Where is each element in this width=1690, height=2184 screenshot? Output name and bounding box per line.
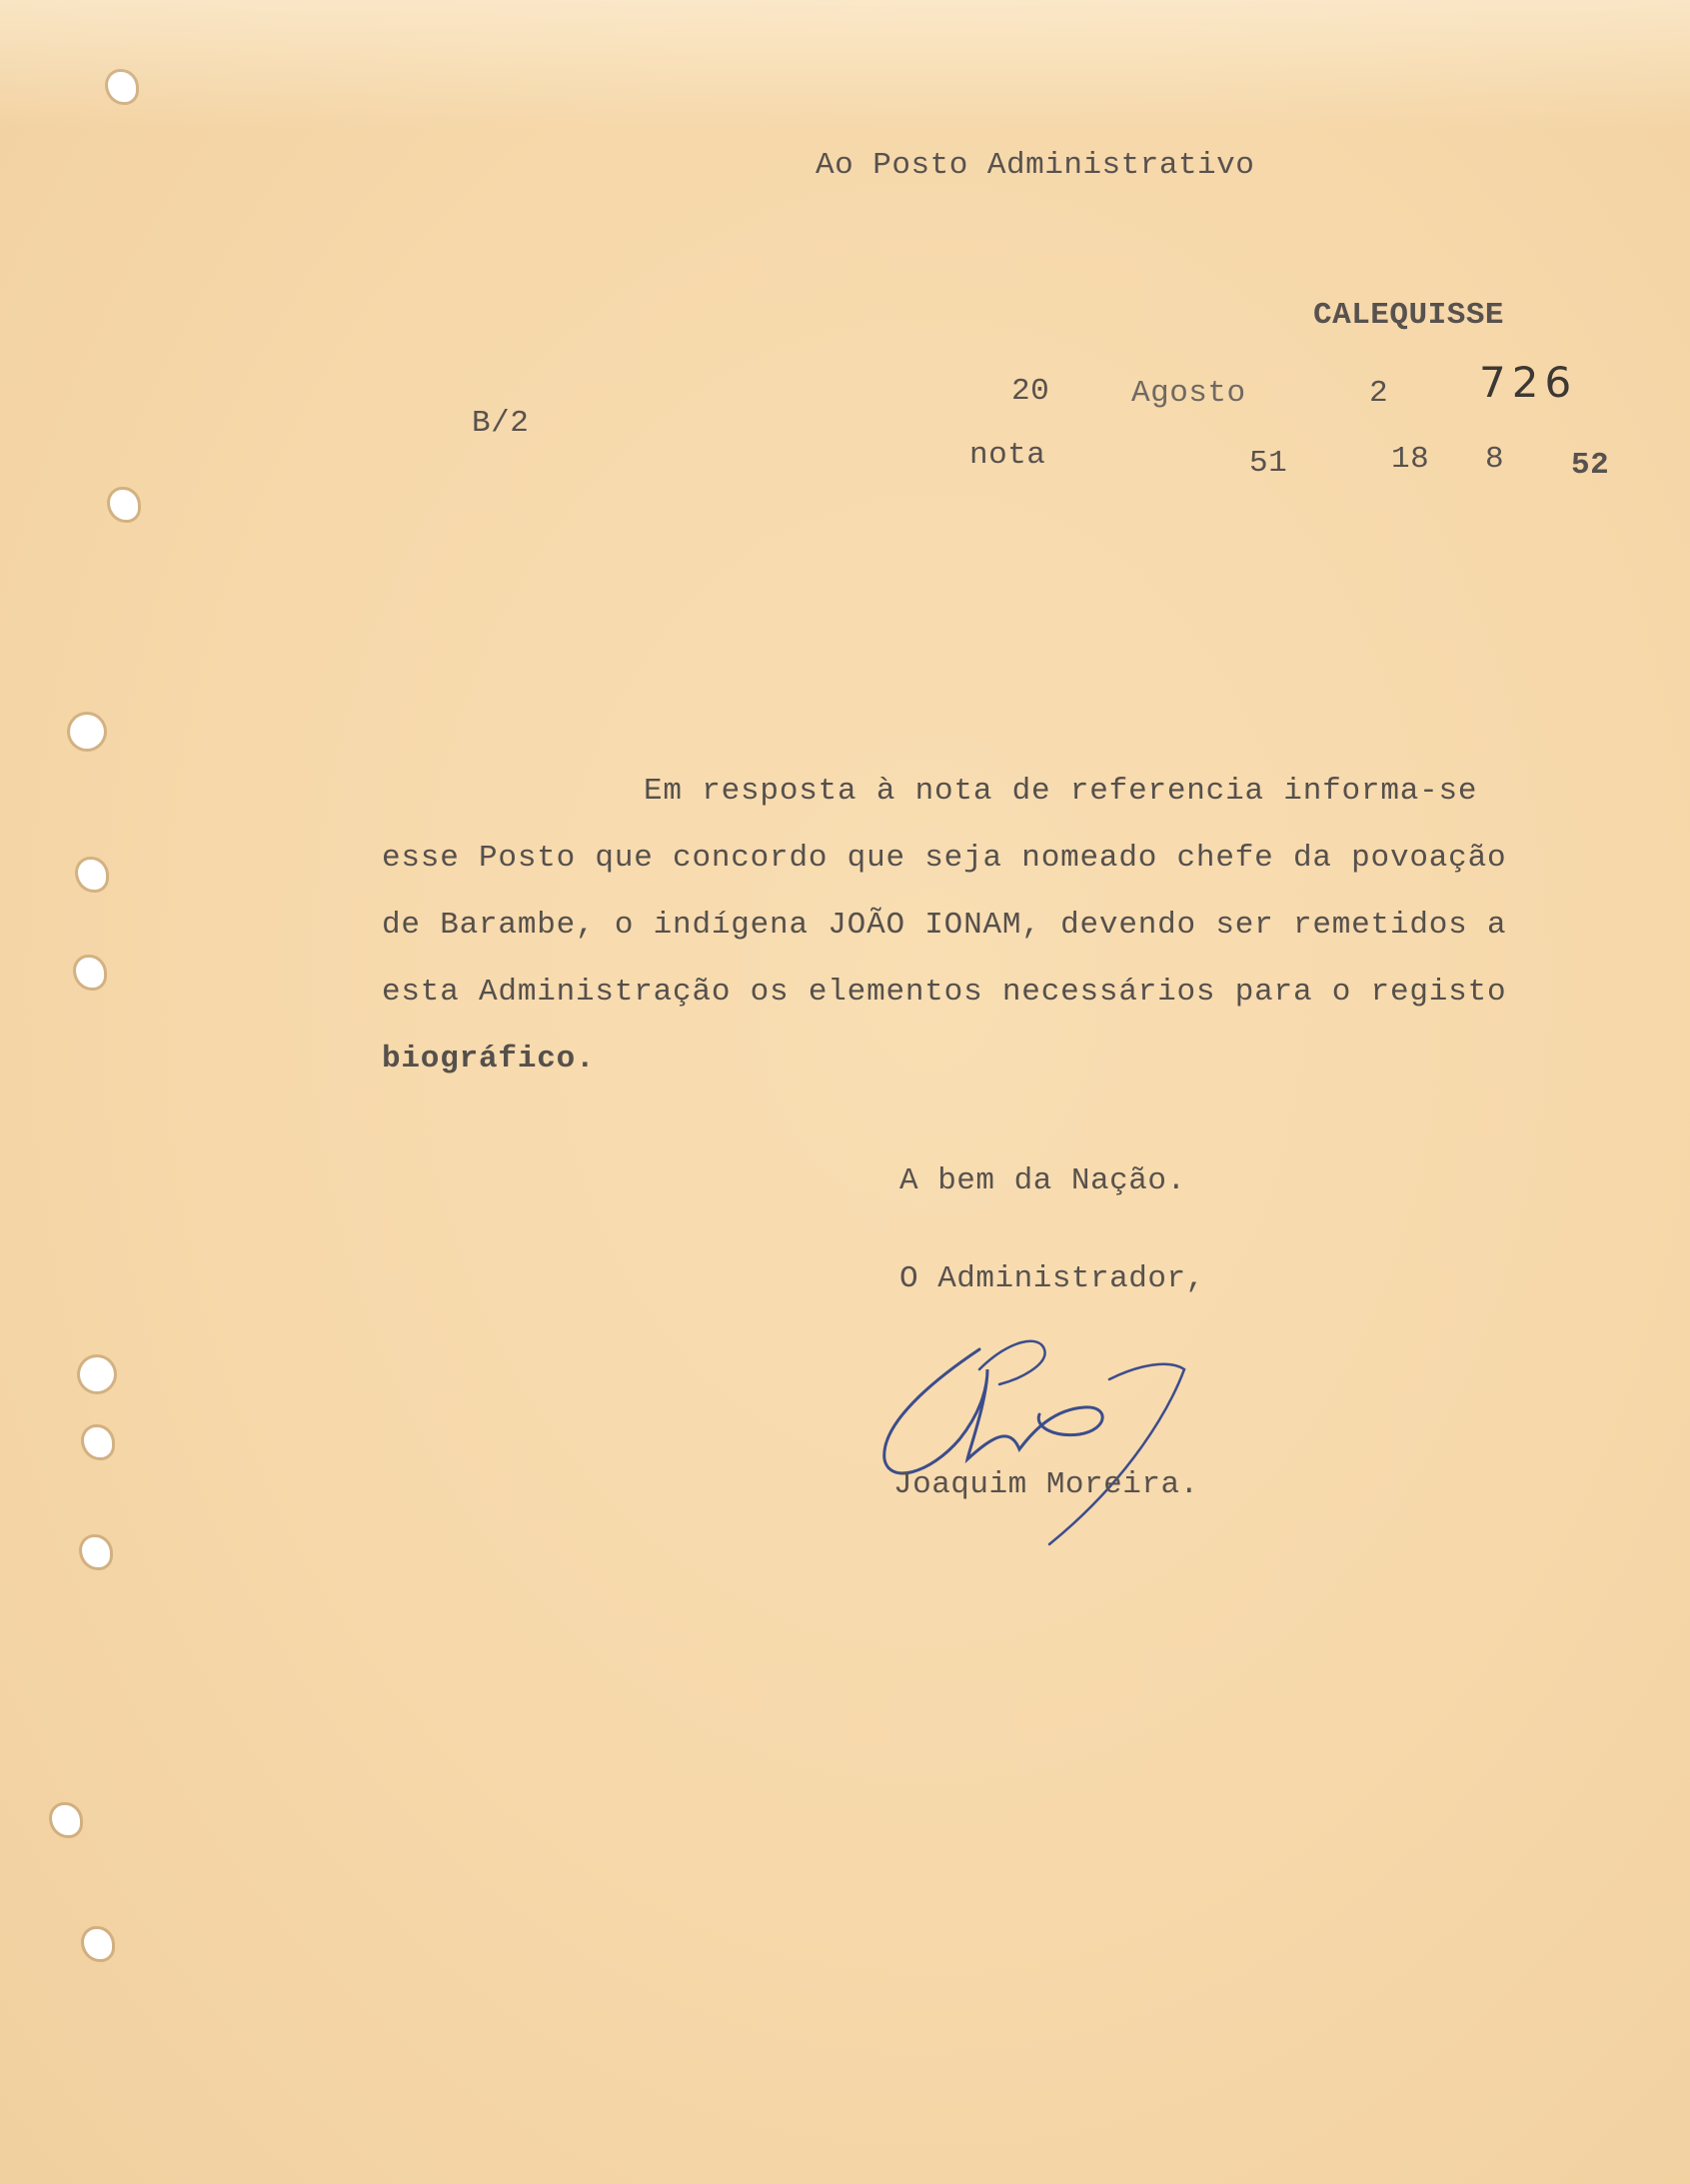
addressee-line: Ao Posto Administrativo <box>816 148 1255 183</box>
reference-mark: B/2 <box>472 406 530 441</box>
binder-hole <box>84 1427 112 1457</box>
header-note-label: nota <box>969 438 1046 473</box>
body-line: biográfico. <box>382 1042 596 1077</box>
signature-stroke <box>884 1349 1102 1473</box>
binder-hole <box>108 72 136 102</box>
header-value-2: 18 <box>1391 442 1430 477</box>
signature-stroke <box>1049 1364 1184 1544</box>
binder-hole <box>84 1929 112 1959</box>
signature-stroke <box>979 1341 1045 1384</box>
binder-hole <box>78 860 106 890</box>
header-value-3: 8 <box>1485 442 1505 477</box>
header-day: 20 <box>1011 374 1050 409</box>
handwritten-number: 726 <box>1479 358 1578 407</box>
signatory-title: O Administrador, <box>899 1261 1205 1296</box>
signature <box>869 1309 1209 1549</box>
binder-hole <box>52 1805 80 1835</box>
binder-hole <box>82 1537 110 1567</box>
header-value-1: 51 <box>1249 446 1288 481</box>
place-name: CALEQUISSE <box>1313 298 1505 333</box>
body-line: esta Administração os elementos necessários para o registo <box>382 975 1507 1010</box>
header-month: Agosto <box>1131 376 1246 411</box>
binder-hole <box>70 715 104 749</box>
header-value-4: 52 <box>1571 448 1610 483</box>
body-line: Em resposta à nota de referencia informa-se <box>644 774 1478 809</box>
header-number: 2 <box>1369 376 1389 411</box>
body-line: esse Posto que concordo que seja nomeado chefe da povoação <box>382 841 1507 876</box>
closing-salutation: A bem da Nação. <box>899 1163 1186 1198</box>
binder-hole <box>80 1357 114 1391</box>
letter-body <box>382 758 1561 1092</box>
binder-hole <box>110 490 138 520</box>
binder-hole <box>76 958 104 988</box>
signatory-name: Joaquim Moreira. <box>893 1467 1199 1502</box>
body-line: de Barambe, o indígena JOÃO IONAM, devendo ser remetidos a <box>382 908 1507 943</box>
